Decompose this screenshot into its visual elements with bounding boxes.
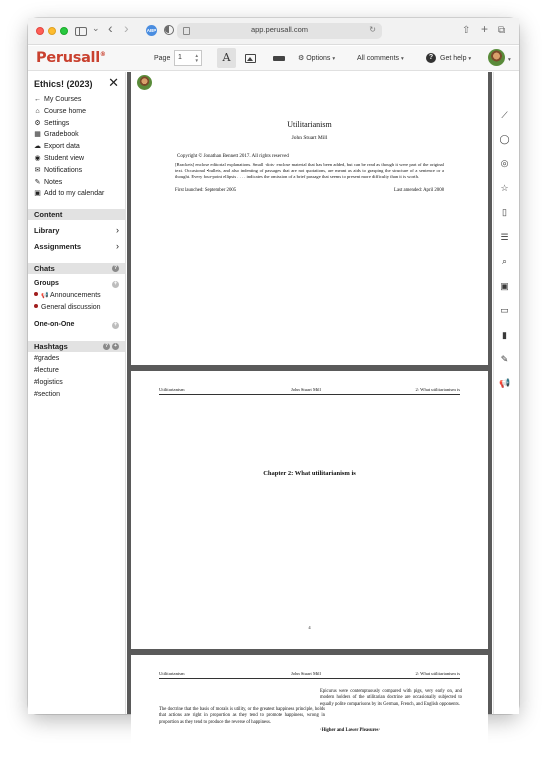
groups-row (34, 280, 119, 287)
running-header-center: John Stuart Mill (291, 387, 321, 392)
comments-filter-label: All comments (357, 55, 400, 62)
sidebar-item-notifications[interactable] (33, 165, 104, 177)
unread-dot-icon (34, 292, 38, 296)
hashtag-item[interactable]: #lecture (34, 367, 59, 374)
new-tab-icon[interactable]: + (481, 22, 489, 36)
chats-header-label: Chats (34, 264, 55, 273)
sidebar-item-label: Settings (44, 119, 70, 127)
get-help-menu[interactable] (440, 54, 471, 64)
course-sidebar (28, 72, 126, 714)
share-icon[interactable]: ⇧ (462, 25, 471, 36)
adblock-extension-icon[interactable]: ABP (146, 25, 157, 36)
browser-chrome (28, 18, 519, 45)
chat-item-announcements[interactable] (34, 292, 101, 299)
sidebar-item-label: Student view (44, 154, 85, 162)
chapter-title: Chapter 2: What utilitarianism is (263, 470, 356, 477)
help-icon[interactable]: ? (426, 53, 436, 63)
running-header-center: John Stuart Mill (291, 671, 321, 676)
caret-down-icon: ▾ (400, 56, 404, 62)
zoom-window-button[interactable] (60, 27, 68, 35)
minimize-window-button[interactable] (48, 27, 56, 35)
my-courses-icon: ← (34, 96, 41, 103)
one-on-one-row (34, 321, 119, 328)
groups-label: Groups (34, 280, 59, 287)
document-author: John Stuart Mill (291, 135, 328, 141)
running-header-left: Utilitarianism (159, 387, 185, 392)
document-page-3[interactable] (131, 655, 488, 775)
sidebar-item-label: My Courses (44, 96, 82, 103)
right-tool-rail (493, 72, 519, 714)
hashtag-item[interactable]: #logistics (34, 379, 63, 386)
page-number-input[interactable] (174, 50, 202, 66)
list-icon[interactable]: ☰ (500, 232, 509, 242)
sidebar-item-settings[interactable] (33, 118, 104, 130)
document-page-2[interactable] (131, 371, 488, 649)
one-on-one-label: One-on-One (34, 321, 75, 328)
sidebar-item-notes[interactable] (33, 177, 104, 189)
assignments-label: Assignments (34, 242, 82, 251)
url-text: app.perusall.com (250, 25, 309, 34)
comments-filter-dropdown[interactable] (357, 54, 404, 64)
library-label: Library (34, 226, 60, 235)
sidebar-item-export-data[interactable] (33, 141, 104, 153)
inbox-icon[interactable]: ▭ (500, 305, 509, 315)
chat-label: Announcements (50, 292, 101, 299)
assignments-link[interactable] (34, 242, 119, 251)
browser-window (28, 18, 519, 733)
notifications-icon: ✉ (34, 166, 41, 174)
sidebar-toggle-icon[interactable] (75, 27, 87, 36)
sidebar-item-student-view[interactable] (33, 153, 104, 165)
notes-icon: ✎ (34, 178, 41, 186)
forward-icon[interactable]: › (124, 20, 129, 36)
add-to-calendar-icon: ▣ (34, 190, 41, 198)
get-help-label: Get help (440, 55, 467, 62)
course-title: Ethics! (2023) (34, 79, 93, 89)
unread-dot-icon (34, 304, 38, 308)
sidebar-item-label: Course home (44, 107, 87, 115)
editorial-note: [Brackets] enclose editorial explanations. Small ·dots· enclose material that has been added, but can be read as though it were part of the original text. Occasional •bullets, and also indenting of passages that are not quotations, are meant as aids to grasping the structure of a sentence or a thought. Every four-point ellipsis . . . . indicates the omission of a brief passage that seems to present more difficulty than it is worth. (175, 162, 444, 180)
export-data-icon: ☁ (34, 143, 41, 151)
document-icon[interactable]: ▯ (502, 207, 507, 217)
document-title: Utilitarianism (287, 120, 332, 129)
first-launched-text: First launched: September 2005 (175, 188, 237, 193)
comment-icon[interactable]: ◯ (499, 134, 510, 144)
caret-down-icon: ▾ (332, 56, 336, 62)
sidebar-item-my-courses[interactable] (33, 94, 104, 106)
content-section-header: Content (28, 209, 125, 220)
reload-icon[interactable]: ↻ (369, 25, 376, 34)
chat-item-general-discussion[interactable] (34, 304, 101, 311)
options-label: Options (306, 55, 331, 62)
course-nav (33, 94, 104, 200)
page-label: Page (154, 55, 171, 62)
library-link[interactable] (34, 226, 119, 235)
back-icon[interactable]: ‹ (108, 20, 113, 36)
add-hashtag-icon[interactable]: + (112, 343, 119, 350)
address-bar[interactable] (177, 23, 382, 39)
hashtag-item[interactable]: #grades (34, 355, 60, 362)
gear-icon: ⚙ (298, 55, 305, 62)
sidebar-item-add-to-calendar[interactable] (33, 188, 104, 200)
image-icon[interactable]: ▣ (500, 281, 509, 291)
sidebar-item-course-home[interactable] (33, 106, 104, 118)
close-sidebar-icon[interactable]: ✕ (108, 75, 119, 90)
chevron-right-icon: › (116, 225, 119, 235)
analytics-icon[interactable]: ⟋ (501, 110, 508, 120)
add-chat-icon[interactable]: + (113, 322, 118, 328)
chevron-right-icon: › (116, 241, 119, 251)
body-text-left: The doctrine that the basis of morals is utility, or the greatest happiness principle, holds that actions are right in proportion as they tend to promote happiness, wrong in proportion as they tend to produce the reverse of happiness. (159, 707, 325, 725)
sidebar-item-label: Export data (44, 143, 80, 151)
section-subheading: ·Higher and Lower Pleasures· (320, 728, 381, 733)
body-text-right: Epicurus were contemptuously compared with pigs, very early on, and modern holders of the utilitarian doctrine are occasionally subjected to equally polite comparisons by its German, French, and English opponents. (320, 689, 462, 707)
document-page-1[interactable] (131, 72, 488, 365)
bookmark-icon[interactable]: ▮ (502, 330, 507, 340)
gradebook-icon: ▦ (34, 131, 41, 139)
document-viewer[interactable] (127, 72, 492, 733)
last-amended-text: Last amended: April 2008 (394, 188, 444, 193)
pencil-icon[interactable]: ✎ (500, 354, 509, 364)
page-number: 4 (308, 625, 311, 630)
user-avatar[interactable] (488, 49, 505, 66)
search-icon[interactable]: ⌕ (501, 256, 508, 266)
help-badge-icon[interactable]: ? (113, 265, 118, 271)
running-header (159, 387, 460, 395)
megaphone-icon: 📢 (41, 293, 49, 299)
caret-down-icon: ▾ (468, 56, 472, 62)
image-tool-icon[interactable] (245, 54, 256, 63)
add-group-icon[interactable]: + (113, 281, 118, 287)
conversations-icon[interactable]: ◎ (500, 158, 509, 168)
settings-icon: ⚙ (34, 119, 41, 127)
sidebar-item-label: Notes (44, 178, 63, 186)
text-tool-button[interactable]: A (217, 48, 236, 68)
star-icon[interactable]: ☆ (500, 183, 509, 193)
help-badge-icon[interactable]: ? (104, 343, 109, 349)
close-window-button[interactable] (36, 27, 44, 35)
chats-section-header (28, 263, 125, 274)
hashtags-section-header (28, 341, 125, 352)
sidebar-item-label: Notifications (44, 166, 83, 174)
app-toolbar (28, 46, 519, 71)
perusall-logo[interactable]: Perusall® (36, 50, 106, 66)
reader-avatar[interactable] (137, 75, 152, 90)
hashtag-item[interactable]: #section (34, 391, 61, 398)
sidebar-item-gradebook[interactable] (33, 129, 104, 141)
chat-label: General discussion (41, 304, 101, 311)
sidebar-item-label: Add to my calendar (44, 190, 105, 198)
running-header-left: Utilitarianism (159, 671, 185, 676)
running-header (159, 671, 460, 679)
course-home-icon: ⌂ (35, 107, 40, 115)
hashtags-header-label: Hashtags (34, 342, 68, 351)
privacy-shield-icon[interactable] (164, 25, 174, 35)
page-stepper-icon[interactable]: ▲ ▼ (194, 53, 199, 63)
print-icon[interactable] (273, 53, 285, 63)
running-header-right: 2: What utilitarianism is (415, 387, 460, 392)
options-menu[interactable] (298, 54, 335, 64)
megaphone-icon[interactable]: 📢 (499, 378, 511, 388)
copyright-text: Copyright © Jonathan Bennett 2017. All rights reserved (177, 154, 289, 159)
sidebar-item-label: Gradebook (44, 131, 79, 139)
chevron-down-icon[interactable]: ⌄ (92, 23, 100, 33)
student-view-icon: ◉ (34, 154, 41, 162)
avatar-caret-icon[interactable]: ▾ (508, 57, 511, 63)
running-header-right: 2: What utilitarianism is (415, 671, 460, 676)
page-number-value: 1 (178, 54, 182, 61)
tab-overview-icon[interactable]: ⧉ (498, 25, 506, 36)
